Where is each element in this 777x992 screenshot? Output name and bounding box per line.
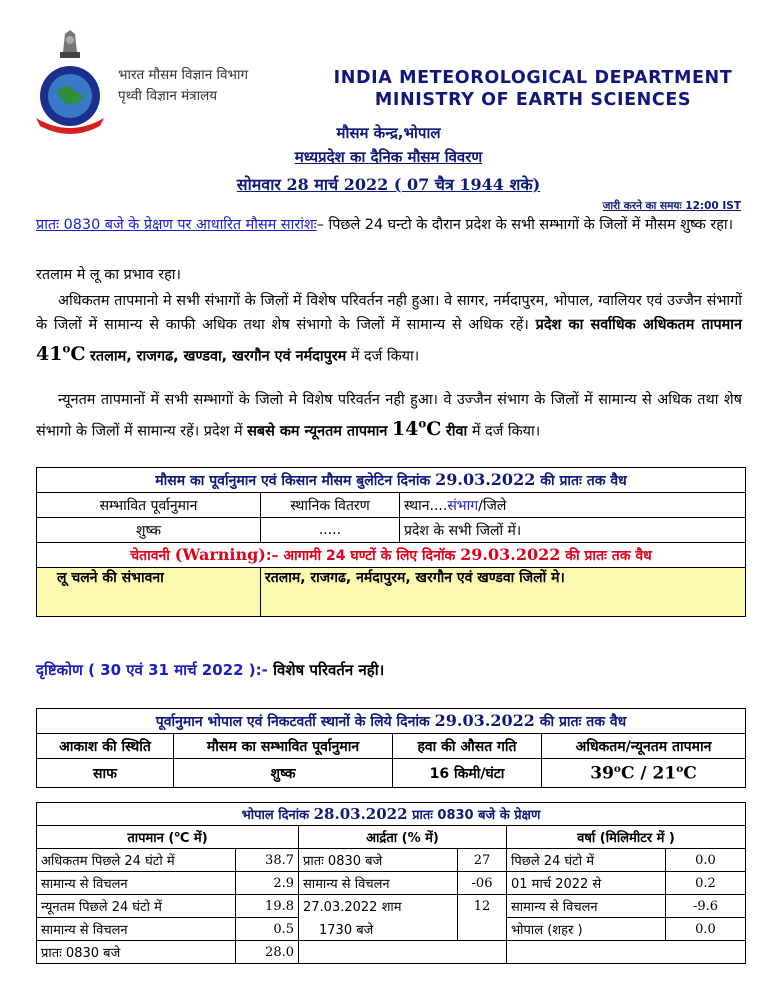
rain-row-value: 0.0 (666, 918, 746, 941)
observation-header: भोपाल दिनांक 28.03.2022 प्रातः 0830 बजे के प्रेक्षण (37, 803, 746, 826)
min-temp-suffix: में दर्ज किया। (471, 423, 541, 440)
rain-row-label: सामान्य से विचलन (507, 895, 666, 918)
temp-row-label: अधिकतम पिछले 24 घंटो में (37, 849, 236, 872)
summary-paragraph-3 (36, 289, 742, 368)
value-weather: शुष्क (174, 759, 393, 788)
forecast-value-place: प्रदेश के सभी जिलों में। (400, 518, 746, 543)
col-sky: आकाश की स्थिति (37, 734, 174, 759)
warning-item: लू चलने की संभावना (37, 568, 261, 617)
outlook-text: विशेष परिवर्तन नही। (273, 661, 385, 679)
value-temp: 39$^o$C / 21$^o$C (542, 759, 746, 788)
min-temp-value: 14$^o$C (391, 417, 442, 441)
temp-row-label: प्रातः 0830 बजे (37, 941, 236, 964)
issue-time: जारी करने का समयः 12:00 IST (602, 200, 741, 212)
rain-row-label: पिछले 24 घंटो में (507, 849, 666, 872)
max-temp-places: रतलाम, राजगढ, खण्डवा, खरगौन एवं नर्मदापुरम (90, 348, 347, 365)
ashoka-emblem-icon (55, 28, 85, 60)
dept-name-english: INDIA METEOROLOGICAL DEPARTMENT (333, 68, 733, 88)
rain-row-label: 01 मार्च 2022 से (507, 872, 666, 895)
min-temp-label: सबसे कम न्यूनतम तापमान (247, 423, 388, 440)
value-wind: 16 किमी/घंटा (393, 759, 542, 788)
max-temp-value: 41$^o$C (36, 342, 86, 366)
summary-paragraph-2: रतलाम मे लू का प्रभाव रहा। (36, 267, 181, 283)
temp-row-label: सामान्य से विचलन (37, 918, 236, 941)
col-rainfall: वर्षा (मिलिमीटर में ) (507, 826, 746, 849)
col-temperature: तापमान ($^o$C में) (37, 826, 299, 849)
temp-row-value: 2.9 (236, 872, 299, 895)
dept-name-hindi: भारत मौसम विज्ञान विभाग (118, 67, 249, 83)
bhopal-forecast-table (36, 708, 746, 788)
max-temp-suffix: में दर्ज किया। (350, 348, 420, 365)
observation-table (36, 802, 746, 964)
empty-cell (507, 941, 746, 964)
rain-row-value: 0.0 (666, 849, 746, 872)
outlook (36, 660, 384, 680)
rain-row-label: भोपाल (शहर ) (507, 918, 666, 941)
col-temp: अधिकतम/न्यूनतम तापमान (542, 734, 746, 759)
hum-row-value: 12 (458, 895, 507, 918)
warning-places: रतलाम, राजगढ, नर्मदापुरम, खरगौन एवं खण्डवा जिलों मे। (261, 568, 746, 617)
col-wind: हवा की औसत गति (393, 734, 542, 759)
forecast-col-probable: सम्भावित पूर्वानुमान (37, 493, 261, 518)
hum-row-label: 1730 बजे (299, 918, 458, 941)
report-date: सोमवार 28 मार्च 2022 ( 07 चैत्र 1944 शके) (236, 175, 541, 194)
bhopal-forecast-header: पूर्वानुमान भोपाल एवं निकटवर्ती स्थानों के लिये दिनांक 29.03.2022 की प्रातः तक वैध (37, 709, 746, 734)
empty-cell (299, 941, 507, 964)
rain-row-value: 0.2 (666, 872, 746, 895)
summary-paragraph-1 (36, 213, 742, 237)
header-english (328, 67, 738, 111)
temp-row-label: सामान्य से विचलन (37, 872, 236, 895)
summary-text-1: – पिछले 24 घन्टो के दौरान प्रदेश के सभी सम्भागों के जिलों में मौसम शुष्क रहा। (316, 217, 734, 233)
forecast-table (36, 467, 746, 617)
max-temp-label: प्रदेश का सर्वाधिक अधिकतम तापमान (535, 317, 742, 333)
ministry-name-english: MINISTRY OF EARTH SCIENCES (374, 90, 692, 110)
forecast-col-place: स्थान....संभाग/जिले (400, 493, 746, 518)
report-title: मध्यप्रदेश का दैनिक मौसम विवरण (294, 148, 483, 166)
temp-row-value: 28.0 (236, 941, 299, 964)
forecast-col-distribution: स्थानिक वितरण (261, 493, 400, 518)
value-sky: साफ (37, 759, 174, 788)
temp-row-label: न्यूनतम पिछले 24 घंटो में (37, 895, 236, 918)
min-temp-place: रीवा (445, 423, 468, 440)
col-humidity: आर्द्रता (% में) (299, 826, 507, 849)
center-name: मौसम केन्द्र,भोपाल (336, 124, 441, 142)
hum-row-label: 27.03.2022 शाम (299, 895, 458, 918)
warning-header: चेतावनी (Warning):– आगामी 24 घण्टों के लिए दिनॉक 29.03.2022 की प्रातः तक वैध (37, 543, 746, 568)
temp-row-value: 38.7 (236, 849, 299, 872)
ministry-name-hindi: पृथ्वी विज्ञान मंत्रालय (118, 88, 218, 104)
forecast-value-probable: शुष्क (37, 518, 261, 543)
hum-row-label: प्रातः 0830 बजे (299, 849, 458, 872)
col-weather: मौसम का सम्भावित पूर्वानुमान (174, 734, 393, 759)
summary-paragraph-4 (36, 388, 742, 443)
outlook-label: दृष्टिकोण ( 30 एवं 31 मार्च 2022 ):- (36, 661, 268, 679)
temp-row-value: 19.8 (236, 895, 299, 918)
hum-row-value: 27 (458, 849, 507, 872)
rain-row-value: -9.6 (666, 895, 746, 918)
forecast-value-distribution: ..... (261, 518, 400, 543)
min-temp-text: न्यूनतम तापमानों में सभी सम्भागों के जिलो मे विशेष परिवर्तन नही हुआ। वे उज्जैन संभाग के जिलों में सामान्य से अधिक तथा शेष संभागो के जिलों में सामान्य रहें। प्रदेश में (36, 392, 742, 440)
summary-lead: प्रातः 0830 बजे के प्रेक्षण पर आधारित मौसम सारांशः (36, 217, 317, 233)
forecast-header: मौसम का पूर्वानुमान एवं किसान मौसम बुलेटिन दिनांक 29.03.2022 की प्रातः तक वैध (37, 468, 746, 493)
temp-row-value: 0.5 (236, 918, 299, 941)
max-temp-text: अधिकतम तापमानो मे सभी संभागों के जिलों में विशेष परिवर्तन नही हुआ। वे सागर, नर्मदापुरम, भोपाल, ग्वालियर एवं उज्जैन संभागों के जिलों में सामान्य से काफी अधिक तथा शेष संभागो के जिलों में सामान्य से अधिक रहें। (36, 293, 742, 333)
header-hindi (118, 65, 248, 107)
hum-row-label: सामान्य से विचलन (299, 872, 458, 895)
hum-row-value (458, 918, 507, 941)
hum-row-value: -06 (458, 872, 507, 895)
